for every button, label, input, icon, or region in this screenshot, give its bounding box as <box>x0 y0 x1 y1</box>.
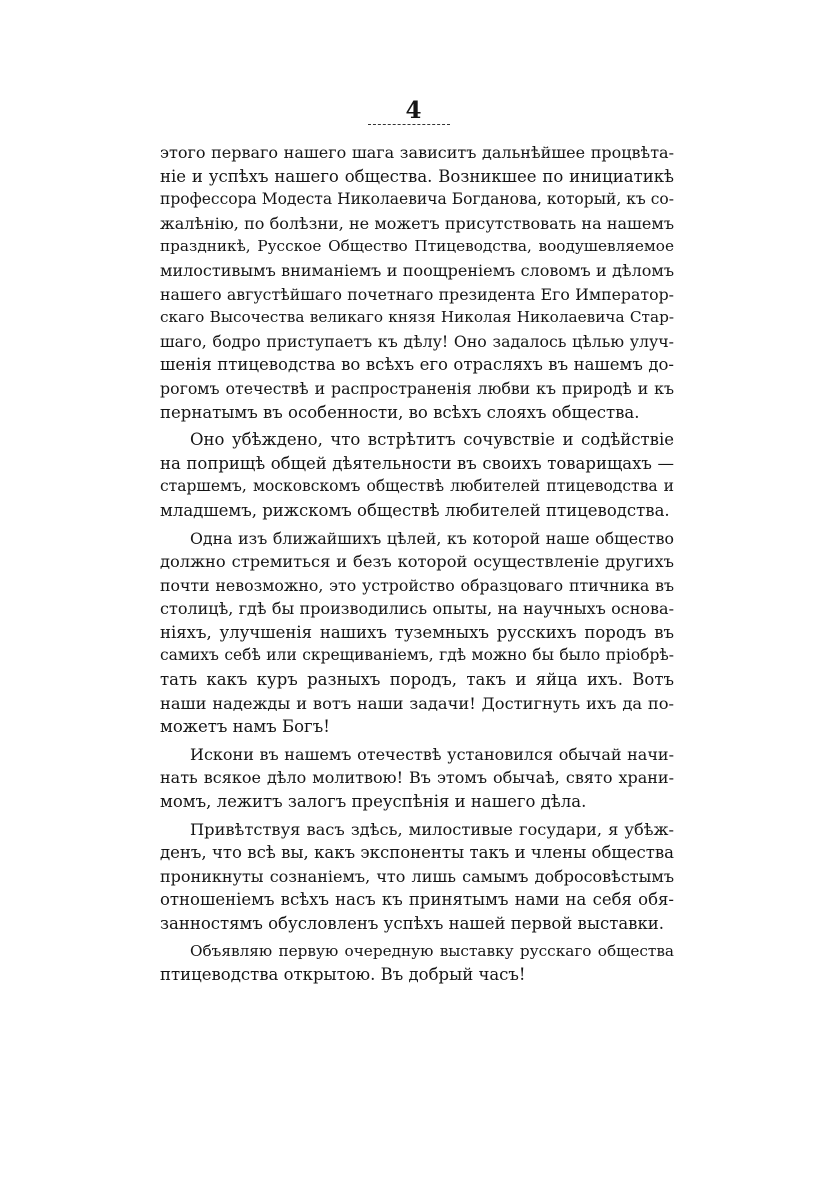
text-line: ніе и успѣхъ нашего общества. Возникшее по инициатикѣ <box>160 166 674 186</box>
text-line: самихъ себѣ или скрещиваніемъ, гдѣ можно бы было пріобрѣ- <box>160 646 674 665</box>
text-line: отношеніемъ всѣхъ насъ къ принятымъ нами на себя обя- <box>160 890 674 910</box>
text-line: старшемъ, московскомъ обществѣ любителей птицеводства и <box>160 477 674 496</box>
text-line: можетъ намъ Богъ! <box>160 717 330 737</box>
text-line: столицѣ, гдѣ бы производились опыты, на научныхъ основа- <box>160 599 674 619</box>
text-line: денъ, что всѣ вы, какъ экспоненты такъ и члены общества <box>160 843 674 863</box>
text-line: нать всякое дѣло молитвою! Въ этомъ обычаѣ, свято храни- <box>160 768 674 788</box>
text-line: наши надежды и вотъ наши задачи! Достигнуть ихъ да по- <box>160 693 674 713</box>
text-line: Искони въ нашемъ отечествѣ установился обычай начи- <box>190 744 674 764</box>
text-line: на поприщѣ общей дѣятельности въ своихъ товарищахъ — <box>160 453 674 473</box>
text-line: младшемъ, рижскомъ обществѣ любителей птицеводства. <box>160 500 670 520</box>
header-rule <box>368 124 450 125</box>
text-line: проникнуты сознаніемъ, что лишь самымъ добросовѣстымъ <box>160 866 674 886</box>
text-line: птицеводства открытою. Въ добрый часъ! <box>160 965 526 985</box>
text-line: шенія птицеводства во всѣхъ его отрасляхъ въ нашемъ до- <box>160 355 674 375</box>
text-line: этого перваго нашего шага зависитъ дальнѣйшее процвѣта- <box>160 143 674 162</box>
text-line: занностямъ обусловленъ успѣхъ нашей первой выставки. <box>160 914 665 933</box>
text-line: рогомъ отечествѣ и распространенія любви къ природѣ и къ <box>160 378 674 398</box>
paragraph <box>160 940 674 987</box>
paragraph <box>160 818 674 936</box>
paragraph <box>160 743 674 814</box>
text-line: должно стремиться и безъ которой осуществленіе другихъ <box>160 552 674 572</box>
text-line: Объявляю первую очередную выставку русскаго общества <box>190 941 674 960</box>
text-line: момъ, лежитъ залогъ преуспѣнія и нашего дѣла. <box>160 792 587 812</box>
body-text <box>160 141 674 991</box>
text-line: Оно убѣждено, что встрѣтитъ сочувствіе и содѣйствіе <box>190 430 674 450</box>
paragraph <box>160 527 674 739</box>
text-line: тать какъ куръ разныхъ породъ, такъ и яйца ихъ. Вотъ <box>160 670 674 690</box>
text-line: милостивымъ вниманіемъ и поощреніемъ словомъ и дѣломъ <box>160 260 674 280</box>
text-line: профессора Модеста Николаевича Богданова, который, къ со- <box>160 190 674 209</box>
page-number: 4 <box>405 97 422 124</box>
text-line: ніяхъ, улучшенія нашихъ туземныхъ русскихъ породъ въ <box>160 622 674 642</box>
text-line: скаго Высочества великаго князя Николая Николаевича Стар- <box>160 308 674 327</box>
paragraph <box>160 428 674 522</box>
text-line: жалѣнію, по болѣзни, не можетъ присутствовать на нашемъ <box>160 213 674 233</box>
text-line: праздникѣ, Русское Общество Птицеводства, воодушевляемое <box>160 237 674 256</box>
paragraph <box>160 141 674 424</box>
text-line: шаго, бодро приступаетъ къ дѣлу! Оно задалось цѣлью улуч- <box>160 331 674 351</box>
text-line: Одна изъ ближайшихъ цѣлей, къ которой наше общество <box>190 528 674 548</box>
text-line: Привѣтствуя васъ здѣсь, милостивые государи, я убѣж- <box>190 819 674 839</box>
text-line: пернатымъ въ особенности, во всѣхъ слояхъ общества. <box>160 402 640 422</box>
text-line: нашего августѣйшаго почетнаго президента Его Император- <box>160 284 674 304</box>
text-line: почти невозможно, это устройство образцоваго птичника въ <box>160 575 674 595</box>
